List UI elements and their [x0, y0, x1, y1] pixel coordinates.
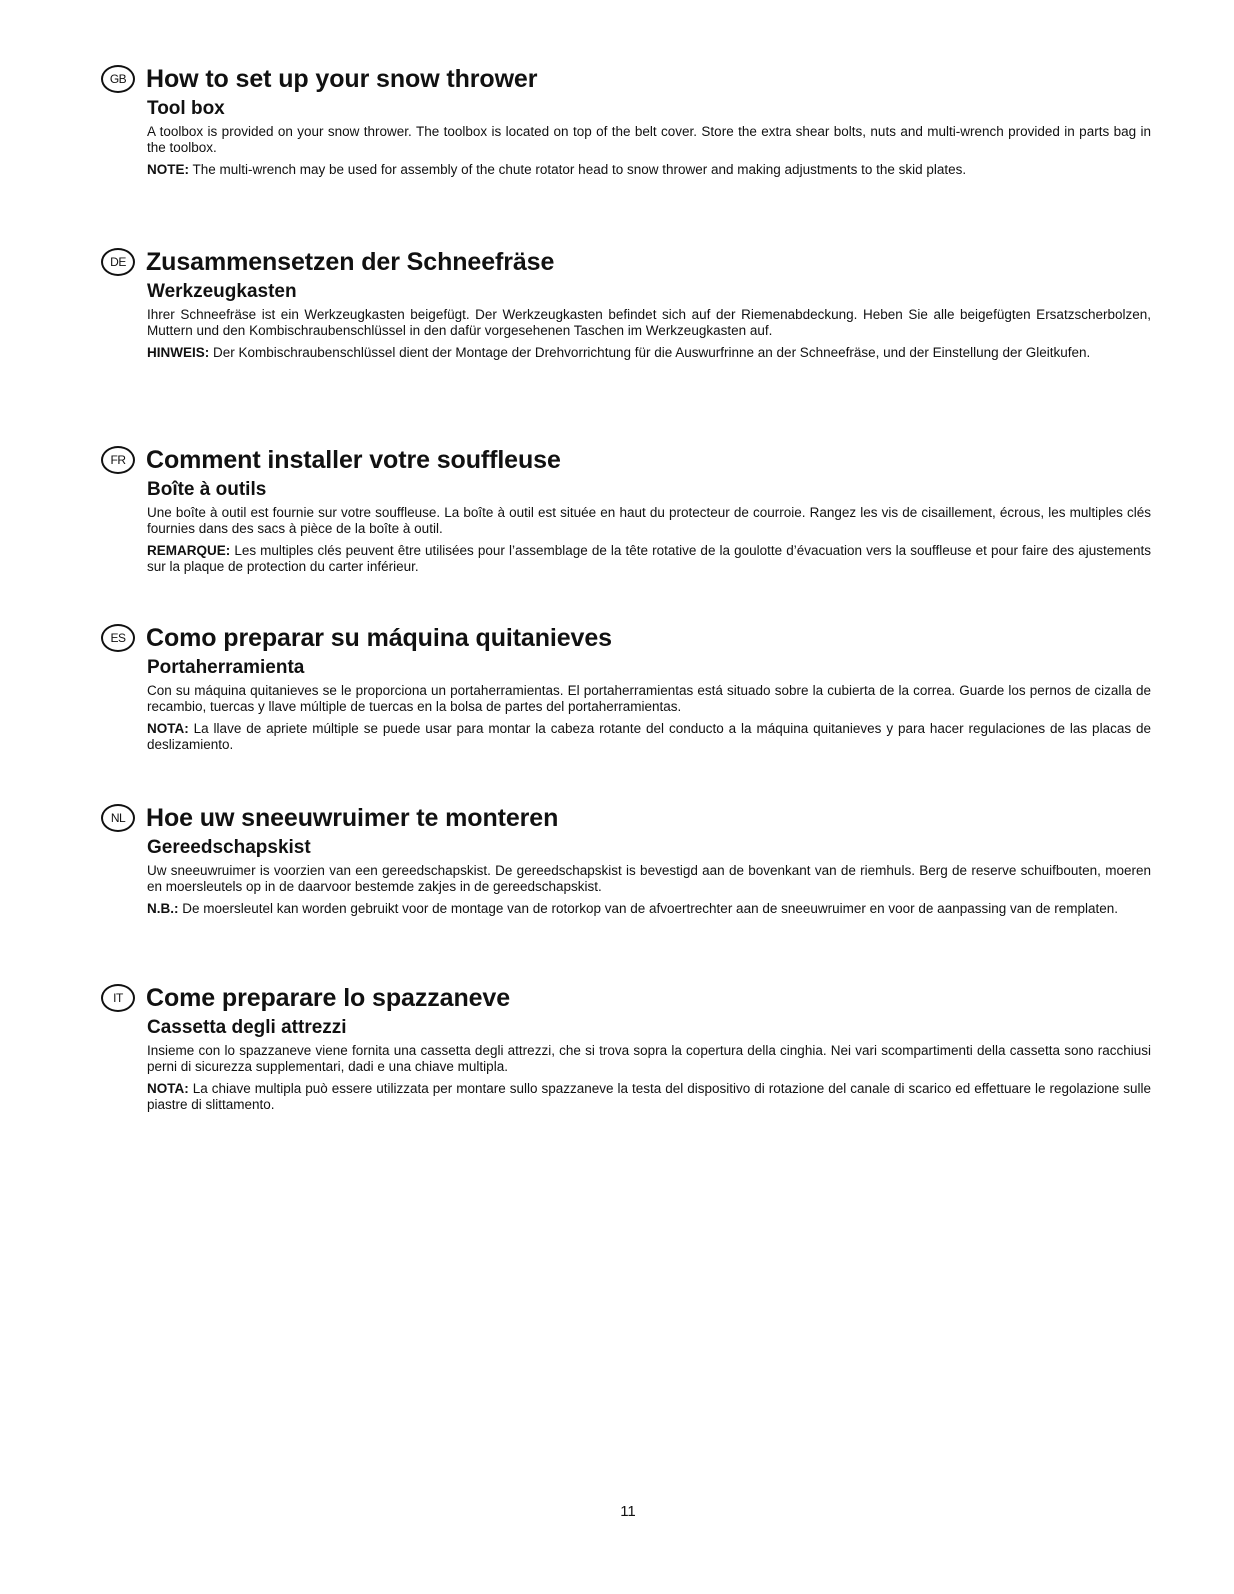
note-label: NOTA:	[147, 1081, 189, 1096]
note-text: Les multiples clés peuvent être utilisées pour l’assemblage de la tête rotative de la goulotte d’évacuation vers la souffleuse et pour faire des ajustements sur la plaque de protection du carter inférieur.	[147, 543, 1151, 574]
section-note	[147, 1081, 1151, 1113]
section-subtitle: Tool box	[147, 98, 225, 119]
section-body: A toolbox is provided on your snow thrower. The toolbox is located on top of the belt cover. Store the extra shear bolts, nuts and multi-wrench provided in parts bag in the toolbox.	[147, 124, 1151, 155]
section-note	[147, 345, 1151, 361]
note-label: NOTA:	[147, 721, 189, 736]
section-title: Zusammensetzen der Schneefräse	[146, 247, 555, 276]
section-note	[147, 543, 1151, 575]
section-title: Hoe uw sneeuwruimer te monteren	[146, 803, 559, 832]
section-note	[147, 721, 1151, 753]
note-text: De moersleutel kan worden gebruikt voor de montage van de rotorkop van de afvoertrechter aan de sneeuwruimer en voor de aanpassing van de remplaten.	[178, 901, 1119, 916]
language-badge-it: IT	[101, 984, 135, 1012]
section-header	[101, 445, 1151, 475]
section-body: Uw sneeuwruimer is voorzien van een gereedschapskist. De gereedschapskist is bevestigd aan de bovenkant van de riemhuls. Berg de reserve schuifbouten, moeren en moersleutels op in de daarvoor bestemde zakjes in de gereedschapskist.	[147, 863, 1151, 894]
section-subtitle: Boîte à outils	[147, 479, 267, 500]
note-label: HINWEIS:	[147, 345, 210, 360]
section-subtitle: Gereedschapskist	[147, 837, 311, 858]
section-header	[101, 64, 1151, 94]
section-header	[101, 623, 1151, 653]
language-badge-gb: GB	[101, 65, 135, 93]
section-note	[147, 162, 1151, 178]
note-text: Der Kombischraubenschlüssel dient der Montage der Drehvorrichtung für die Auswurfrinne an der Schneefräse, und der Einstellung der Gleitkufen.	[209, 345, 1091, 360]
section-de	[101, 247, 1151, 361]
section-es	[101, 623, 1151, 753]
note-text: La chiave multipla può essere utilizzata per montare sullo spazzaneve la testa del dispositivo di rotazione del canale di scarico ed effettuare le regolazione sulle piastre di slittamento.	[147, 1081, 1151, 1112]
section-title: Como preparar su máquina quitanieves	[146, 623, 612, 652]
section-subtitle: Portaherramienta	[147, 657, 305, 678]
section-subtitle: Werkzeugkasten	[147, 281, 297, 302]
note-text: La llave de apriete múltiple se puede usar para montar la cabeza rotante del conducto a la máquina quitanieves y para hacer regulaciones de las placas de deslizamiento.	[147, 721, 1151, 752]
section-header	[101, 803, 1151, 833]
section-title: How to set up your snow thrower	[146, 64, 538, 93]
section-it	[101, 983, 1151, 1113]
note-label: REMARQUE:	[147, 543, 231, 558]
language-badge-es: ES	[101, 624, 135, 652]
note-label: NOTE:	[147, 162, 189, 177]
section-body: Une boîte à outil est fournie sur votre souffleuse. La boîte à outil est située en haut du protecteur de courroie. Rangez les vis de cisaillement, écrous, les multiples clés fournies dans des sacs à pièce de la boîte à outil.	[147, 505, 1151, 536]
section-note	[147, 901, 1151, 917]
section-title: Come preparare lo spazzaneve	[146, 983, 511, 1012]
note-label: N.B.:	[147, 901, 179, 916]
section-gb	[101, 64, 1151, 178]
section-title: Comment installer votre souffleuse	[146, 445, 561, 474]
section-nl	[101, 803, 1151, 917]
section-subtitle: Cassetta degli attrezzi	[147, 1017, 347, 1038]
section-body: Ihrer Schneefräse ist ein Werkzeugkasten beigefügt. Der Werkzeugkasten befindet sich auf der Riemenabdeckung. Heben Sie alle beigefügten Ersatzscherbolzen, Muttern und den Kombischraubenschlüssel in den dafür vorgesehenen Taschen im Werkzeugkasten auf.	[147, 307, 1151, 338]
note-text: The multi-wrench may be used for assembly of the chute rotator head to snow thrower and making adjustments to the skid plates.	[189, 162, 967, 177]
page-number: 11	[620, 1503, 636, 1520]
section-fr	[101, 445, 1151, 575]
section-header	[101, 247, 1151, 277]
section-body: Con su máquina quitanieves se le proporciona un portaherramientas. El portaherramientas está situado sobre la cubierta de la correa. Guarde los pernos de cizalla de recambio, tuercas y llave múltiple de tuercas en la bolsa de partes del portaherramientas.	[147, 683, 1151, 714]
language-badge-nl: NL	[101, 804, 135, 832]
section-body: Insieme con lo spazzaneve viene fornita una cassetta degli attrezzi, che si trova sopra la copertura della cinghia. Nei vari scompartimenti della cassetta sono racchiusi perni di sicurezza supplementari, dadi e una chiave multipla.	[147, 1043, 1151, 1074]
language-badge-fr: FR	[101, 446, 135, 474]
section-header	[101, 983, 1151, 1013]
language-badge-de: DE	[101, 248, 135, 276]
